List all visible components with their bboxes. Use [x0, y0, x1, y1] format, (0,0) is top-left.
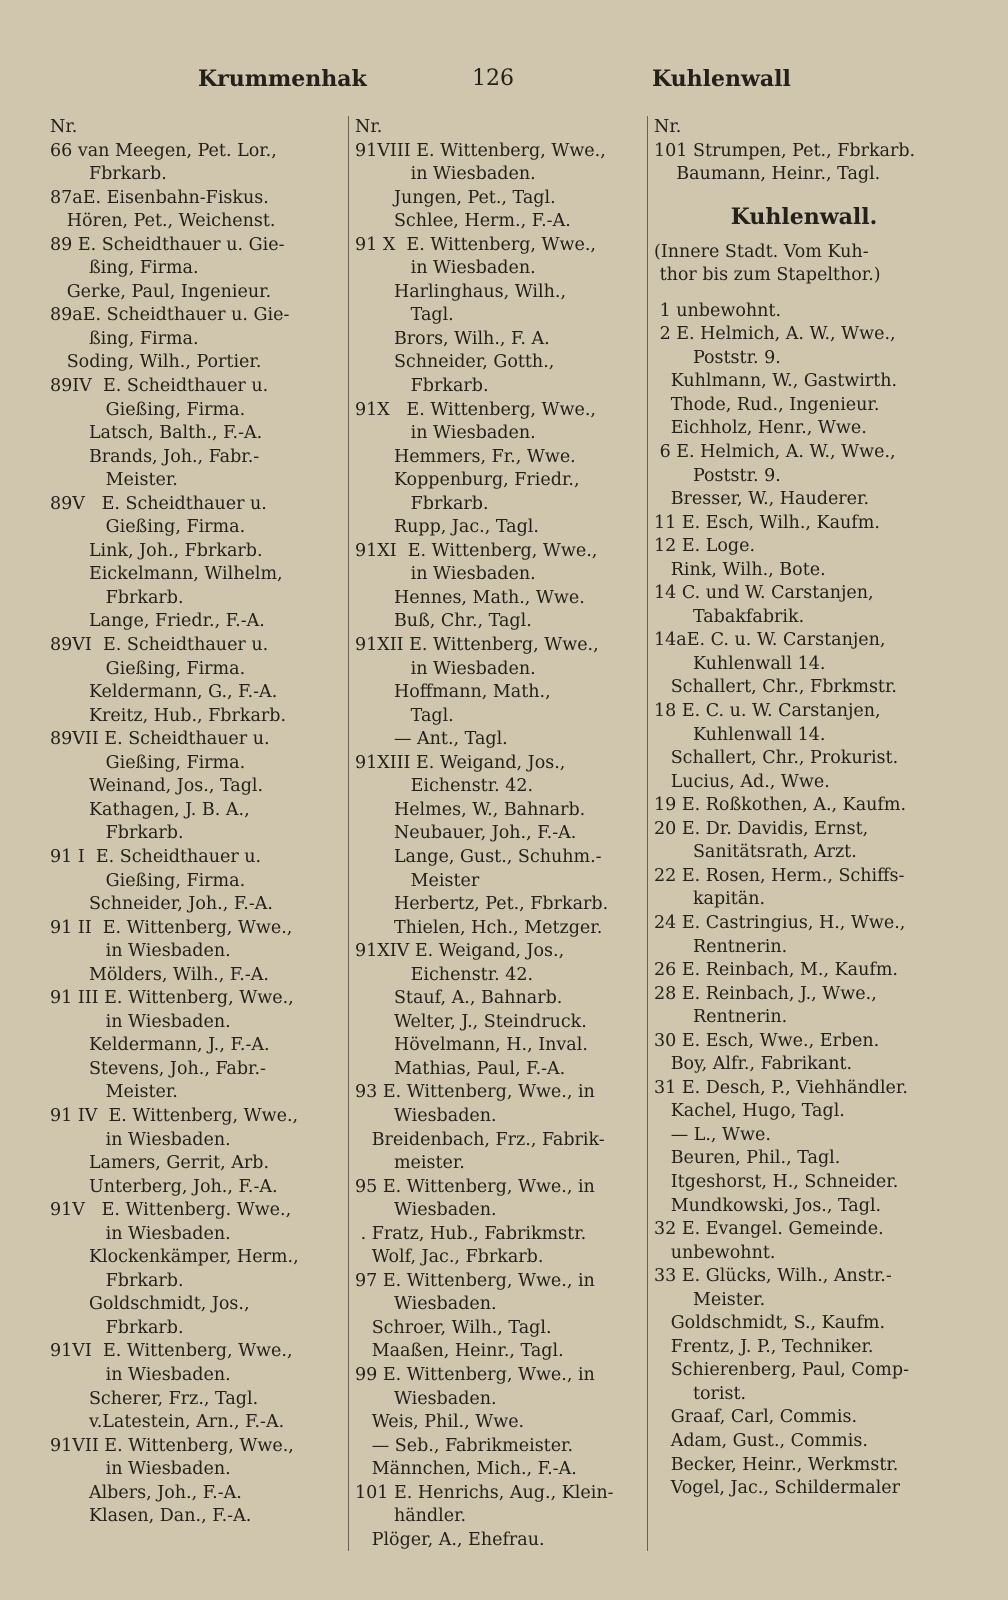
directory-line: Wiesbaden. [355, 1105, 497, 1126]
directory-line: Link, Joh., Fbrkarb. [50, 540, 263, 561]
directory-line: Fbrkarb. [50, 823, 184, 844]
directory-line: unbewohnt. [654, 1242, 776, 1263]
directory-line: ßing, Firma. [50, 258, 199, 279]
directory-line: Weinand, Jos., Tagl. [50, 776, 264, 797]
directory-line: Thode, Rud., Ingenieur. [654, 394, 880, 415]
directory-line: Goldschmidt, S., Kaufm. [654, 1313, 886, 1334]
directory-line: Gießing, Firma. [50, 752, 246, 773]
street-heading: Kuhlenwall. [730, 203, 878, 229]
directory-line: Maaßen, Heinr., Tagl. [355, 1341, 564, 1362]
directory-line: Gießing, Firma. [50, 658, 246, 679]
directory-line: Herbertz, Pet., Fbrkarb. [355, 894, 609, 915]
directory-line: Hennes, Math., Wwe. [355, 587, 585, 608]
directory-line: Fbrkarb. [50, 164, 167, 185]
directory-line: Breidenbach, Frz., Fabrik- [355, 1129, 605, 1150]
directory-line: 18 E. C. u. W. Carstanjen, [654, 701, 881, 722]
directory-line: Gerke, Paul, Ingenieur. [50, 281, 272, 302]
directory-line: Hoffmann, Math., [355, 682, 551, 703]
directory-line: Poststr. 9. [654, 347, 781, 368]
directory-line: 33 E. Glücks, Wilh., Anstr.- [654, 1266, 892, 1287]
directory-line: Kuhlenwall 14. [654, 724, 826, 745]
directory-line: 31 E. Desch, P., Viehhändler. [654, 1077, 908, 1098]
directory-line: Hemmers, Fr., Wwe. [355, 446, 576, 467]
directory-line: Klasen, Dan., F.-A. [50, 1506, 252, 1527]
directory-line: Gießing, Firma. [50, 399, 246, 420]
directory-line: Hövelmann, H., Inval. [355, 1035, 588, 1056]
directory-line: Unterberg, Joh., F.-A. [50, 1176, 278, 1197]
directory-line: Stauf, A., Bahnarb. [355, 988, 563, 1009]
directory-line: in Wiesbaden. [50, 941, 231, 962]
directory-line: 91XIII E. Weigand, Jos., [355, 752, 566, 773]
directory-line: ßing, Firma. [50, 328, 199, 349]
directory-line: in Wiesbaden. [355, 258, 536, 279]
directory-line: Gießing, Firma. [50, 517, 246, 538]
directory-line: Neubauer, Joh., F.-A. [355, 823, 577, 844]
directory-line: v.Latestein, Arn., F.-A. [50, 1412, 285, 1433]
directory-line: 91 III E. Wittenberg, Wwe., [50, 988, 294, 1009]
directory-line: 14aE. C. u. W. Carstanjen, [654, 630, 886, 651]
directory-line: Lange, Friedr., F.-A. [50, 611, 265, 632]
directory-line: Kuhlmann, W., Gastwirth. [654, 371, 898, 392]
directory-line: 89aE. Scheidthauer u. Gie- [50, 305, 290, 326]
directory-line: Keldermann, G., F.-A. [50, 682, 278, 703]
spacer [654, 187, 954, 199]
directory-line: Fbrkarb. [50, 1270, 184, 1291]
column-3 [654, 116, 954, 1501]
directory-line: 2 E. Helmich, A. W., Wwe., [654, 324, 896, 345]
directory-line: 1 unbewohnt. [654, 300, 782, 321]
directory-line: in Wiesbaden. [50, 1011, 231, 1032]
directory-line: Hören, Pet., Weichenst. [50, 211, 276, 232]
directory-line: Helmes, W., Bahnarb. [355, 799, 586, 820]
directory-line: Harlinghaus, Wilh., [355, 281, 567, 302]
directory-line: 91 I E. Scheidthauer u. [50, 846, 262, 867]
directory-line: Thielen, Hch., Metzger. [355, 917, 603, 938]
directory-line: in Wiesbaden. [50, 1129, 231, 1150]
directory-line: torist. [654, 1383, 747, 1404]
directory-line: händler. [355, 1506, 467, 1527]
directory-line: Kathagen, J. B. A., [50, 799, 250, 820]
directory-line: Rentnerin. [654, 1007, 788, 1028]
directory-line: 91XII E. Wittenberg, Wwe., [355, 635, 599, 656]
column-divider [647, 116, 648, 1551]
directory-line: Scherer, Frz., Tagl. [50, 1388, 259, 1409]
directory-line: Meister. [654, 1289, 766, 1310]
directory-line: Latsch, Balth., F.-A. [50, 423, 263, 444]
directory-line: 91V E. Wittenberg. Wwe., [50, 1200, 292, 1221]
directory-line: — Seb., Fabrikmeister. [355, 1435, 574, 1456]
directory-line: Schallert, Chr., Fbrkmstr. [654, 677, 897, 698]
directory-line: Rink, Wilh., Bote. [654, 559, 826, 580]
directory-line: Frentz, J. P., Techniker. [654, 1336, 874, 1357]
directory-line: Schallert, Chr., Prokurist. [654, 748, 899, 769]
directory-line: Männchen, Mich., F.-A. [355, 1459, 577, 1480]
directory-line: in Wiesbaden. [355, 423, 536, 444]
column-2 [355, 116, 645, 1552]
directory-line: Kreitz, Hub., Fbrkarb. [50, 705, 287, 726]
directory-line: 101 E. Henrichs, Aug., Klein- [355, 1482, 614, 1503]
directory-line: 89VI E. Scheidthauer u. [50, 635, 269, 656]
directory-line: Wiesbaden. [355, 1388, 497, 1409]
directory-line: 14 C. und W. Carstanjen, [654, 583, 874, 604]
directory-line: Mölders, Wilh., F.-A. [50, 964, 269, 985]
directory-line: Fbrkarb. [50, 1317, 184, 1338]
directory-line: 95 E. Wittenberg, Wwe., in [355, 1176, 595, 1197]
directory-line: Soding, Wilh., Portier. [50, 352, 262, 373]
directory-line: Lange, Gust., Schuhm.- [355, 846, 602, 867]
directory-line: Buß, Chr., Tagl. [355, 611, 532, 632]
directory-line: Kachel, Hugo, Tagl. [654, 1101, 845, 1122]
directory-line: Schneider, Joh., F.-A. [50, 894, 273, 915]
directory-line: 97 E. Wittenberg, Wwe., in [355, 1270, 595, 1291]
spacer [654, 229, 954, 241]
directory-line: Vogel, Jac., Schildermaler [654, 1478, 900, 1499]
directory-line: Koppenburg, Friedr., [355, 470, 580, 491]
directory-line: Kuhlenwall 14. [654, 653, 826, 674]
directory-line: 26 E. Reinbach, M., Kaufm. [654, 960, 898, 981]
directory-line: Schierenberg, Paul, Comp- [654, 1360, 909, 1381]
directory-line: 91VIII E. Wittenberg, Wwe., [355, 140, 606, 161]
directory-line: 30 E. Esch, Wwe., Erben. [654, 1030, 880, 1051]
directory-line: Jungen, Pet., Tagl. [355, 187, 556, 208]
directory-line: Fbrkarb. [50, 587, 184, 608]
directory-line: 91XIV E. Weigand, Jos., [355, 941, 565, 962]
directory-line: Gießing, Firma. [50, 870, 246, 891]
directory-line: meister. [355, 1153, 465, 1174]
directory-line: Adam, Gust., Commis. [654, 1430, 868, 1451]
directory-line: 89VII E. Scheidthauer u. [50, 729, 270, 750]
directory-line: Mathias, Paul, F.-A. [355, 1058, 566, 1079]
directory-line: Brands, Joh., Fabr.- [50, 446, 260, 467]
directory-line: 89 E. Scheidthauer u. Gie- [50, 234, 285, 255]
directory-line: Meister. [50, 1082, 178, 1103]
directory-line: Sanitätsrath, Arzt. [654, 842, 857, 863]
directory-line: Klockenkämper, Herm., [50, 1247, 299, 1268]
directory-line: 24 E. Castringius, H., Wwe., [654, 912, 906, 933]
running-head-left: Krummenhak [198, 66, 367, 92]
directory-line: 11 E. Esch, Wilh., Kaufm. [654, 512, 880, 533]
directory-line: 89V E. Scheidthauer u. [50, 493, 267, 514]
directory-line: Wiesbaden. [355, 1200, 497, 1221]
directory-line: 28 E. Reinbach, J., Wwe., [654, 983, 877, 1004]
directory-line: Goldschmidt, Jos., [50, 1294, 250, 1315]
directory-line: 66 van Meegen, Pet. Lor., [50, 140, 277, 161]
directory-line: in Wiesbaden. [50, 1364, 231, 1385]
directory-line: 19 E. Roßkothen, A., Kaufm. [654, 795, 907, 816]
directory-line: Welter, J., Steindruck. [355, 1011, 587, 1032]
directory-line: in Wiesbaden. [50, 1223, 231, 1244]
directory-line: Brors, Wilh., F. A. [355, 328, 550, 349]
directory-line: Itgeshorst, H., Schneider. [654, 1171, 899, 1192]
directory-line: — L., Wwe. [654, 1124, 771, 1145]
directory-line: Boy, Alfr., Fabrikant. [654, 1054, 853, 1075]
directory-line: Baumann, Heinr., Tagl. [654, 164, 881, 185]
directory-line: . Fratz, Hub., Fabrikmstr. [355, 1223, 587, 1244]
directory-line: 101 Strumpen, Pet., Fbrkarb. [654, 140, 916, 161]
directory-line: 32 E. Evangel. Gemeinde. [654, 1219, 884, 1240]
page-number: 126 [472, 66, 514, 91]
directory-line: — Ant., Tagl. [355, 729, 508, 750]
directory-line: Eichholz, Henr., Wwe. [654, 418, 867, 439]
directory-line: Plöger, A., Ehefrau. [355, 1529, 545, 1550]
directory-line: Bresser, W., Hauderer. [654, 489, 870, 510]
directory-line: Keldermann, J., F.-A. [50, 1035, 270, 1056]
directory-line: Poststr. 9. [654, 465, 781, 486]
directory-line: Lamers, Gerrit, Arb. [50, 1153, 270, 1174]
directory-line: 91 II E. Wittenberg, Wwe., [50, 917, 293, 938]
directory-line: Nr. [355, 117, 383, 137]
directory-line: 91XI E. Wittenberg, Wwe., [355, 540, 598, 561]
directory-line: 87aE. Eisenbahn-Fiskus. [50, 187, 269, 208]
directory-line: in Wiesbaden. [355, 164, 536, 185]
directory-line: Mundkowski, Jos., Tagl. [654, 1195, 882, 1216]
directory-line: 99 E. Wittenberg, Wwe., in [355, 1364, 595, 1385]
directory-line: Eichenstr. 42. [355, 964, 534, 985]
directory-line: Wiesbaden. [355, 1294, 497, 1315]
directory-line: 20 E. Dr. Davidis, Ernst, [654, 818, 869, 839]
directory-line: Beuren, Phil., Tagl. [654, 1148, 841, 1169]
directory-line: in Wiesbaden. [50, 1459, 231, 1480]
directory-line: Meister [355, 870, 480, 891]
directory-line: Schneider, Gotth., [355, 352, 555, 373]
column-1 [50, 116, 345, 1529]
column-divider [348, 116, 349, 1551]
directory-line: 91VI E. Wittenberg, Wwe., [50, 1341, 293, 1362]
directory-line: Tagl. [355, 705, 454, 726]
directory-line: Eickelmann, Wilhelm, [50, 564, 283, 585]
directory-line: Meister. [50, 470, 178, 491]
directory-line: Stevens, Joh., Fabr.- [50, 1058, 266, 1079]
directory-line: 89IV E. Scheidthauer u. [50, 376, 269, 397]
directory-line: Nr. [50, 117, 78, 137]
directory-line: 6 E. Helmich, A. W., Wwe., [654, 442, 896, 463]
directory-line: 91 IV E. Wittenberg, Wwe., [50, 1105, 299, 1126]
directory-line: Schlee, Herm., F.-A. [355, 211, 571, 232]
spacer [654, 288, 954, 300]
directory-line: Tagl. [355, 305, 454, 326]
directory-line: Rupp, Jac., Tagl. [355, 517, 539, 538]
directory-line: 22 E. Rosen, Herm., Schiffs- [654, 865, 905, 886]
directory-line: Becker, Heinr., Werkmstr. [654, 1454, 899, 1475]
directory-line: Fbrkarb. [355, 376, 489, 397]
directory-line: Fbrkarb. [355, 493, 489, 514]
directory-line: thor bis zum Stapelthor.) [654, 265, 881, 286]
directory-line: kapitän. [654, 889, 766, 910]
directory-line: Weis, Phil., Wwe. [355, 1412, 525, 1433]
directory-line: 12 E. Loge. [654, 536, 756, 557]
directory-line: Rentnerin. [654, 936, 788, 957]
directory-line: 93 E. Wittenberg, Wwe., in [355, 1082, 595, 1103]
running-head-right: Kuhlenwall [652, 66, 791, 92]
directory-line: Graaf, Carl, Commis. [654, 1407, 858, 1428]
directory-line: in Wiesbaden. [355, 658, 536, 679]
directory-line: Eichenstr. 42. [355, 776, 534, 797]
directory-line: Lucius, Ad., Wwe. [654, 771, 830, 792]
directory-line: 91 X E. Wittenberg, Wwe., [355, 234, 596, 255]
directory-line: Nr. [654, 117, 682, 137]
directory-line: Schroer, Wilh., Tagl. [355, 1317, 552, 1338]
directory-line: 91VII E. Wittenberg, Wwe., [50, 1435, 294, 1456]
directory-line: Albers, Joh., F.-A. [50, 1482, 242, 1503]
directory-line: 91X E. Wittenberg, Wwe., [355, 399, 596, 420]
directory-line: (Innere Stadt. Vom Kuh- [654, 241, 869, 262]
directory-line: Wolf, Jac., Fbrkarb. [355, 1247, 544, 1268]
directory-line: Tabakfabrik. [654, 606, 805, 627]
directory-line: in Wiesbaden. [355, 564, 536, 585]
